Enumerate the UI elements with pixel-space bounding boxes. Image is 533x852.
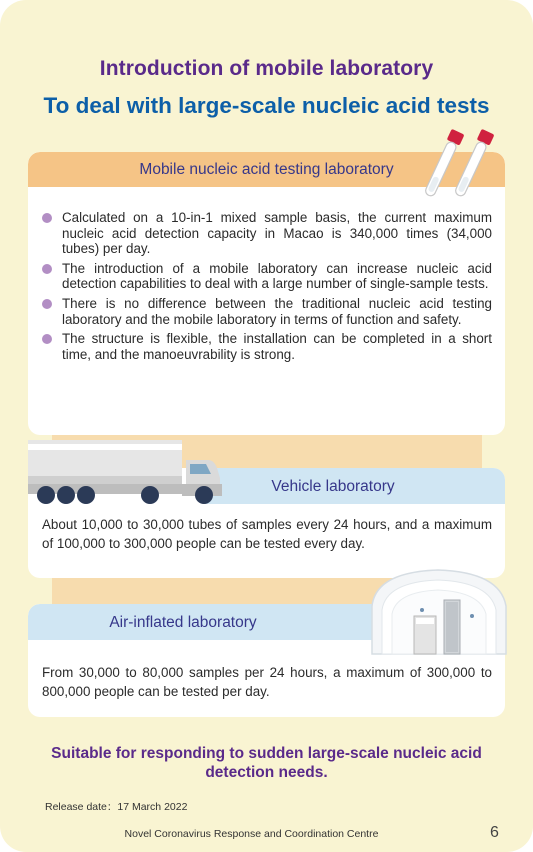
truck-icon [28, 440, 224, 506]
release-date: Release date：17 March 2022 [45, 801, 188, 813]
bullet-dot-icon [42, 264, 52, 274]
page-number: 6 [490, 824, 499, 841]
page-subtitle: To deal with large-scale nucleic acid tests [43, 93, 490, 118]
bullet-item: Calculated on a 10-in-1 mixed sample basis, the current maximum nucleic acid detection capacity in Macao is 340,000 times (34,000 tubes) per day. [42, 210, 492, 257]
bullet-item: The structure is flexible, the installation can be completed in a short time, and the manoeuvrability is strong. [42, 331, 492, 362]
air-lab-text: From 30,000 to 80,000 samples per 24 hours, a maximum of 300,000 to 800,000 people can be tested per day. [42, 665, 492, 699]
bullet-item: The introduction of a mobile laboratory can increase nucleic acid detection capabilities to deal with a large number of single-sample tests. [42, 261, 492, 292]
vehicle-lab-header [203, 468, 505, 504]
test-tubes-icon [418, 124, 498, 204]
mobile-lab-bullets [42, 210, 492, 366]
bullet-dot-icon [42, 299, 52, 309]
closing-statement: Suitable for responding to sudden large-scale nucleic acid detection needs. [51, 745, 482, 781]
air-lab-title: Air-inflated laboratory [109, 614, 257, 631]
bullet-dot-icon [42, 334, 52, 344]
footer-organization: Novel Coronavirus Response and Coordination Centre [124, 828, 379, 840]
bullet-dot-icon [42, 213, 52, 223]
vehicle-lab-text: About 10,000 to 30,000 tubes of samples every 24 hours, and a maximum of 100,000 to 300,000 people can be tested every day. [42, 517, 492, 551]
inflated-tent-icon [368, 566, 510, 658]
bullet-item: There is no difference between the traditional nucleic acid testing laboratory and the mobile laboratory in terms of function and safety. [42, 296, 492, 327]
vehicle-lab-title: Vehicle laboratory [271, 478, 395, 495]
mobile-lab-title: Mobile nucleic acid testing laboratory [139, 161, 394, 178]
page-title: Introduction of mobile laboratory [99, 57, 434, 80]
